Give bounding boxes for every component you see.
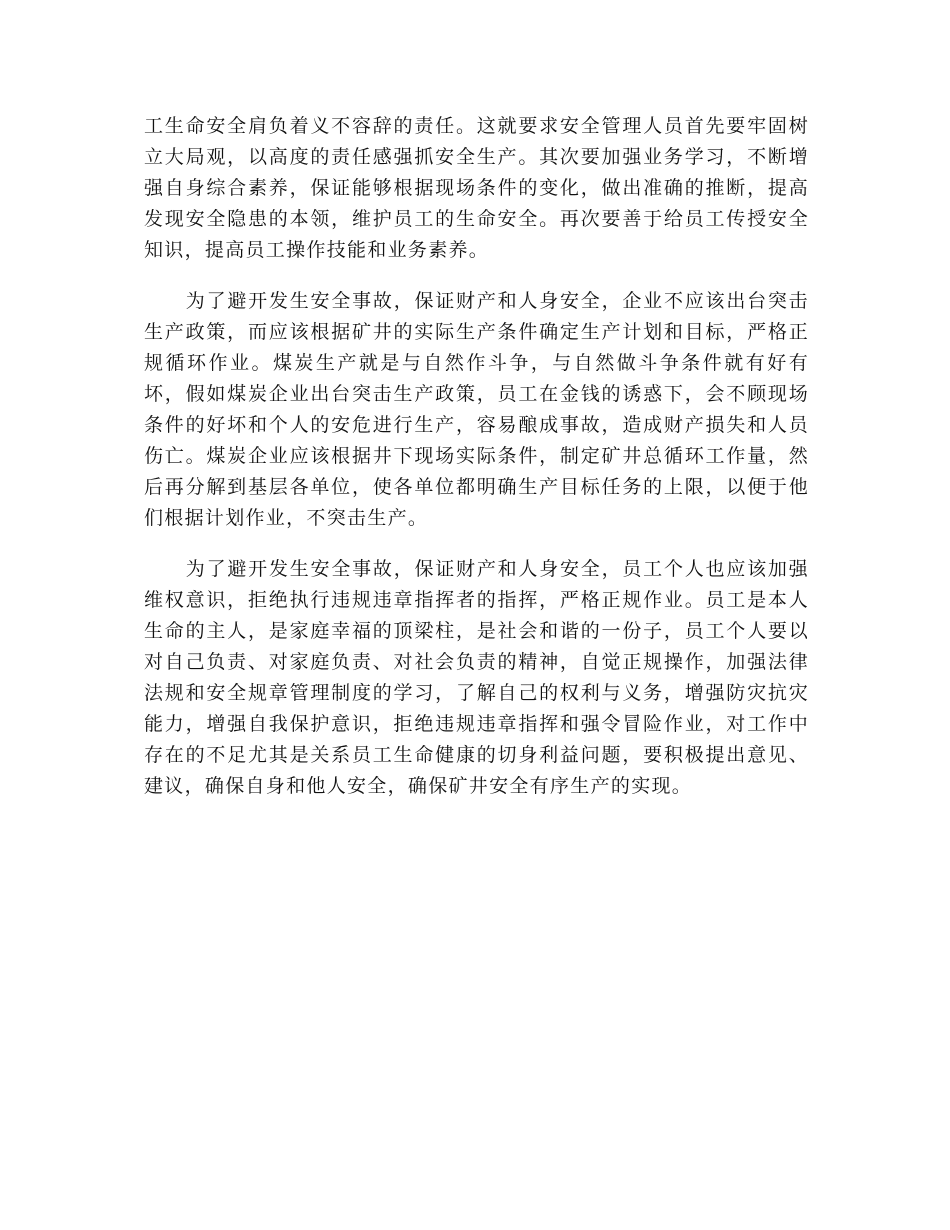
document-body (144, 111, 809, 822)
paragraph-2: 为了避开发生安全事故，保证财产和人身安全，企业不应该出台突击生产政策，而应该根据矿井的实际生产条件确定生产计划和目标，严格正规循环作业。煤炭生产就是与自然作斗争，与自然做斗争条件就有好有坏，假如煤炭企业出台突击生产政策，员工在金钱的诱惑下，会不顾现场条件的好坏和个人的安危进行生产，容易酿成事故，造成财产损失和人员伤亡。煤炭企业应该根据井下现场实际条件，制定矿井总循环工作量，然后再分解到基层各单位，使各单位都明确生产目标任务的上限，以便于他们根据计划作业，不突击生产。 (144, 290, 809, 529)
paragraph-3: 为了避开发生安全事故，保证财产和人身安全，员工个人也应该加强维权意识，拒绝执行违规违章指挥者的指挥，严格正规作业。员工是本人生命的主人，是家庭幸福的顶梁柱，是社会和谐的一份子，员工个人要以对自己负责、对家庭负责、对社会负责的精神，自觉正规操作，加强法律法规和安全规章管理制度的学习，了解自己的权利与义务，增强防灾抗灾能力，增强自我保护意识，拒绝违规违章指挥和强令冒险作业，对工作中存在的不足尤其是关系员工生命健康的切身利益问题，要积极提出意见、建议，确保自身和他人安全，确保矿井安全有序生产的实现。 (144, 558, 809, 797)
paragraph-1: 工生命安全肩负着义不容辞的责任。这就要求安全管理人员首先要牢固树立大局观，以高度的责任感强抓安全生产。其次要加强业务学习，不断增强自身综合素养，保证能够根据现场条件的变化，做出准确的推断，提高发现安全隐患的本领，维护员工的生命安全。再次要善于给员工传授安全知识，提高员工操作技能和业务素养。 (144, 115, 809, 261)
